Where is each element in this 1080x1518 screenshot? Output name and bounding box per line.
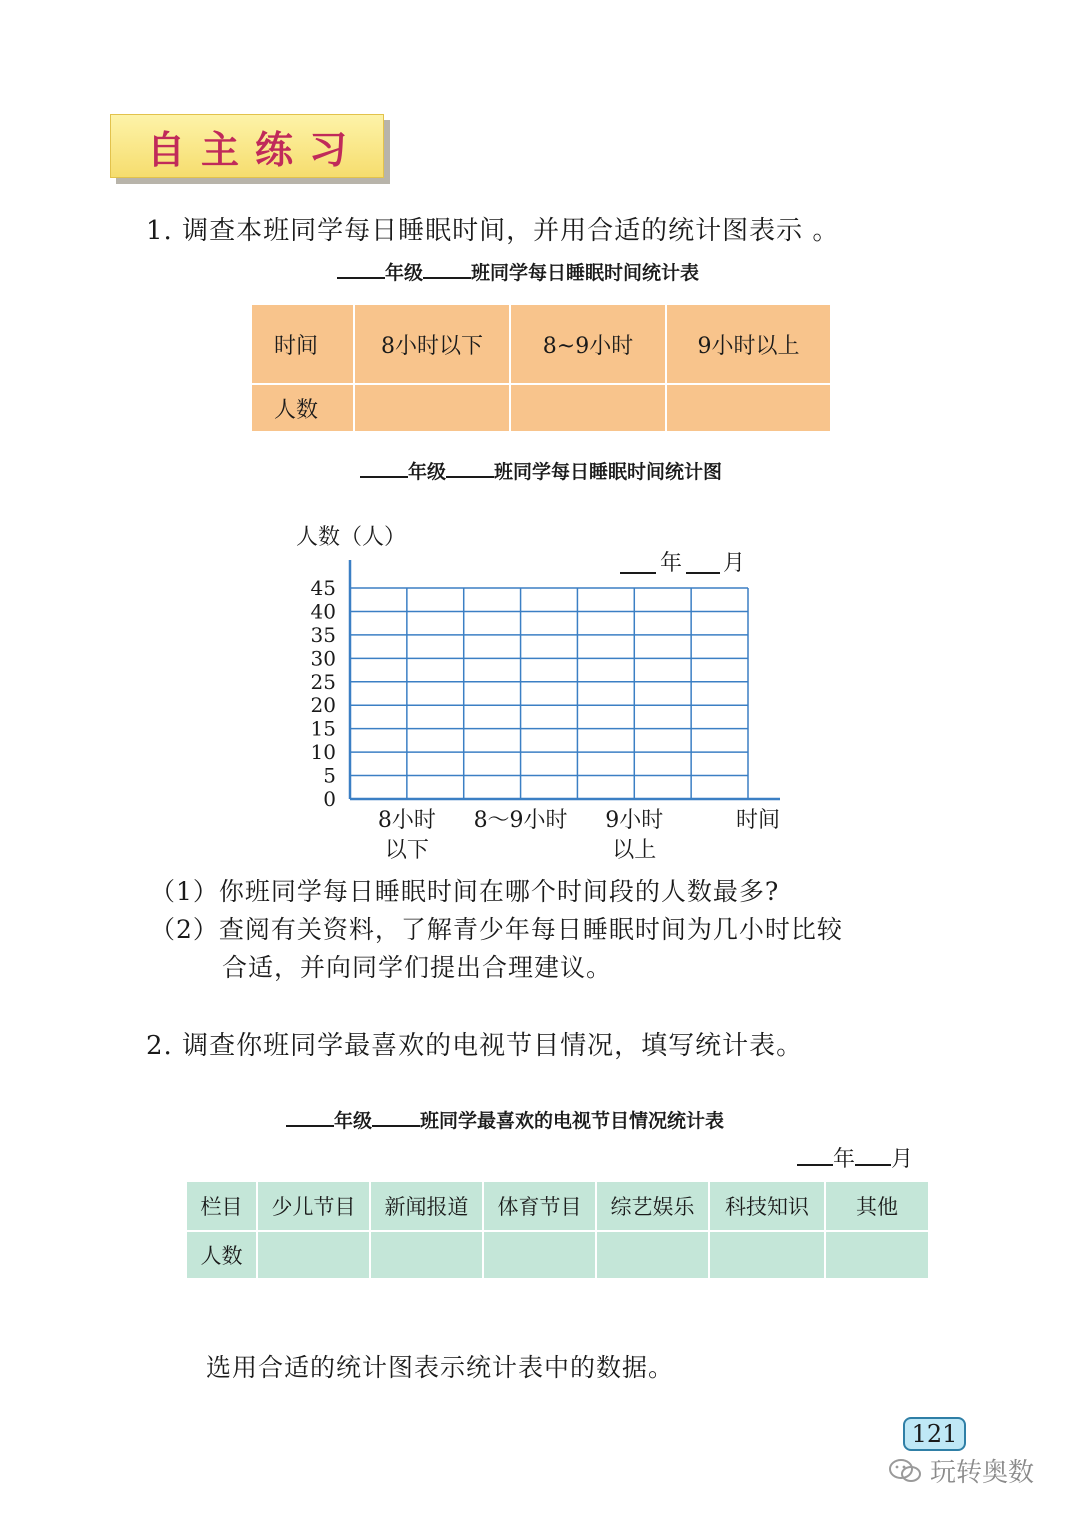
q1-subquestion-2-cont: 合适，并向同学们提出合理建议。 (222, 953, 613, 982)
y-tick-label: 5 (323, 763, 336, 788)
x-tick-label: 9小时 (605, 808, 664, 833)
q1-table-caption (337, 258, 699, 285)
table-row-label: 人数 (186, 1231, 257, 1279)
table-header-row (186, 1181, 929, 1231)
blank-cell[interactable] (483, 1231, 596, 1279)
table-row (186, 1231, 929, 1279)
blank-cell[interactable] (354, 384, 510, 432)
table-header-cell: 科技知识 (709, 1181, 825, 1231)
caption-rest: 班同学最喜欢的电视节目情况统计表 (420, 1110, 725, 1132)
x-axis-label: 时间 (735, 808, 781, 833)
y-tick-label: 25 (310, 669, 336, 694)
x-tick-label: 8～9小时 (473, 808, 568, 833)
blank-cell[interactable] (510, 384, 666, 432)
blank-grade (286, 1107, 334, 1127)
blank-class (423, 259, 471, 279)
y-tick-label: 20 (310, 693, 336, 718)
table-header-cell: 其他 (825, 1181, 929, 1231)
chart-caption (360, 457, 722, 484)
sleep-time-chart (280, 515, 800, 865)
y-tick-label: 35 (310, 622, 336, 647)
blank-cell[interactable] (825, 1231, 929, 1279)
caption-rest: 班同学每日睡眠时间统计表 (471, 262, 700, 284)
table-row (251, 384, 831, 432)
table-header-row (251, 304, 831, 384)
blank-month (855, 1146, 891, 1166)
y-tick-label: 10 (310, 740, 336, 765)
table-header-cell: 栏目 (186, 1181, 257, 1231)
date-month: 月 (723, 551, 746, 576)
q2-text: 2. 调查你班同学最喜欢的电视节目情况，填写统计表。 (146, 1031, 804, 1061)
q2-instruction: 选用合适的统计图表示统计表中的数据。 (206, 1353, 675, 1382)
q2-table-caption (286, 1106, 724, 1133)
section-title: 自主练习 (146, 127, 363, 172)
y-tick-label: 30 (310, 646, 336, 671)
table-header-cell: 8小时以下 (354, 304, 510, 384)
y-tick-label: 0 (323, 787, 336, 811)
caption-grade: 年级 (408, 461, 447, 483)
q1-subquestion-1: （1）你班同学每日睡眠时间在哪个时间段的人数最多? (150, 877, 780, 906)
watermark-text: 玩转奥数 (930, 1458, 1035, 1488)
caption-grade: 年级 (334, 1110, 373, 1132)
x-tick-label: 以上 (612, 838, 657, 863)
table-header-cell: 综艺娱乐 (596, 1181, 709, 1231)
blank-class (446, 458, 494, 478)
y-tick-label: 15 (310, 716, 336, 741)
x-tick-label: 8小时 (377, 808, 436, 833)
page-number: 121 (903, 1417, 966, 1451)
caption-rest: 班同学每日睡眠时间统计图 (494, 461, 723, 483)
q1-subquestion-2: （2）查阅有关资料，了解青少年每日睡眠时间为几小时比较 (150, 915, 843, 944)
blank-cell[interactable] (370, 1231, 483, 1279)
section-banner (110, 114, 384, 178)
y-tick-label: 45 (310, 576, 336, 600)
date-month: 月 (891, 1147, 914, 1172)
y-axis-label: 人数（人） (296, 525, 407, 550)
wechat-icon (888, 1458, 922, 1484)
table-header-cell: 8~9小时 (510, 304, 666, 384)
blank-class (372, 1107, 420, 1127)
blank-year (797, 1146, 833, 1166)
sleep-time-table (250, 303, 832, 433)
blank-cell[interactable] (257, 1231, 370, 1279)
table-row-label: 人数 (251, 384, 354, 432)
y-tick-label: 40 (310, 599, 336, 624)
table-header-cell: 新闻报道 (370, 1181, 483, 1231)
table-header-cell: 体育节目 (483, 1181, 596, 1231)
table-header-cell: 时间 (251, 304, 354, 384)
blank-cell[interactable] (596, 1231, 709, 1279)
date-year: 年 (833, 1147, 856, 1172)
q2-date-label (797, 1142, 913, 1173)
x-tick-label: 以下 (384, 838, 429, 863)
table-header-cell: 9小时以上 (666, 304, 831, 384)
watermark (888, 1452, 1034, 1489)
caption-grade: 年级 (385, 262, 424, 284)
blank-grade (360, 458, 408, 478)
date-year: 年 (660, 551, 683, 576)
tv-program-table (185, 1180, 930, 1280)
blank-grade (337, 259, 385, 279)
table-header-cell: 少儿节目 (257, 1181, 370, 1231)
blank-cell[interactable] (666, 384, 831, 432)
blank-cell[interactable] (709, 1231, 825, 1279)
q1-text: 1. 调查本班同学每日睡眠时间，并用合适的统计图表示 。 (146, 216, 840, 246)
